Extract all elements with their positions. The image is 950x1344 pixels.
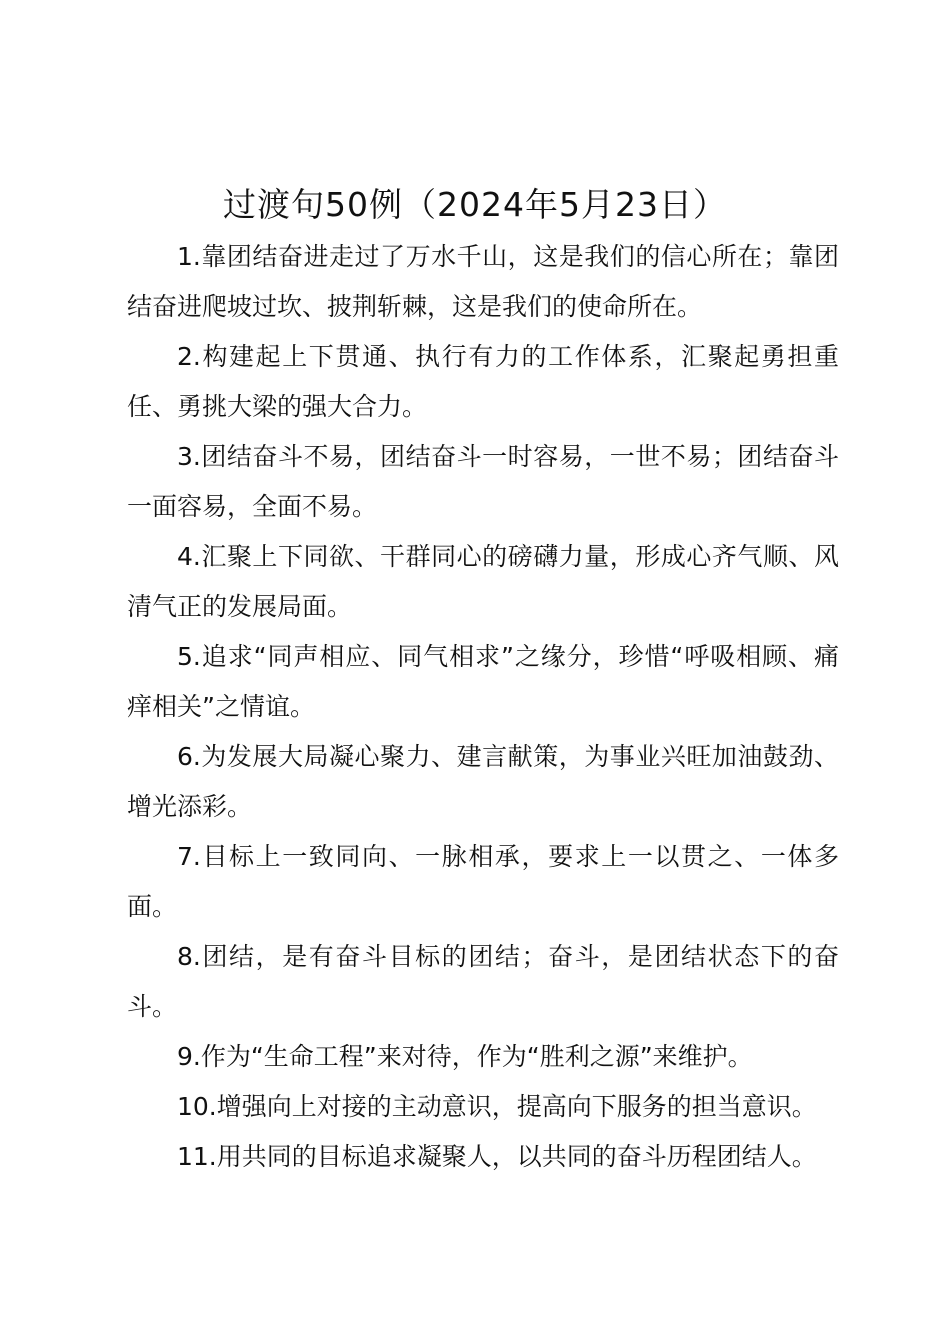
document-body [127,232,839,1182]
paragraph-3: 3.团结奋斗不易，团结奋斗一时容易，一世不易；团结奋斗一面容易，全面不易。 [127,442,839,521]
paragraph-1: 1.靠团结奋进走过了万水千山，这是我们的信心所在；靠团结奋进爬坡过坎、披荆斩棘，这是我们的使命所在。 [127,242,839,321]
paragraph-4: 4.汇聚上下同欲、干群同心的磅礴力量，形成心齐气顺、风清气正的发展局面。 [127,542,839,621]
paragraph-9: 9.作为“生命工程”来对待，作为“胜利之源”来维护。 [177,1042,753,1071]
paragraph-6: 6.为发展大局凝心聚力、建言献策，为事业兴旺加油鼓劲、增光添彩。 [127,742,839,821]
paragraph-7: 7.目标上一致同向、一脉相承，要求上一以贯之、一体多面。 [127,842,839,921]
paragraph-2: 2.构建起上下贯通、执行有力的工作体系，汇聚起勇担重任、勇挑大梁的强大合力。 [127,342,839,421]
paragraph-11: 11.用共同的目标追求凝聚人，以共同的奋斗历程团结人。 [177,1142,817,1171]
paragraph-10: 10.增强向上对接的主动意识，提高向下服务的担当意识。 [177,1092,817,1121]
paragraph-5: 5.追求“同声相应、同气相求”之缘分，珍惜“呼吸相顾、痛痒相关”之情谊。 [127,642,839,721]
paragraph-8: 8.团结，是有奋斗目标的团结；奋斗，是团结状态下的奋斗。 [127,942,839,1021]
document-title: 过渡句50例（2024年5月23日） [223,185,727,224]
